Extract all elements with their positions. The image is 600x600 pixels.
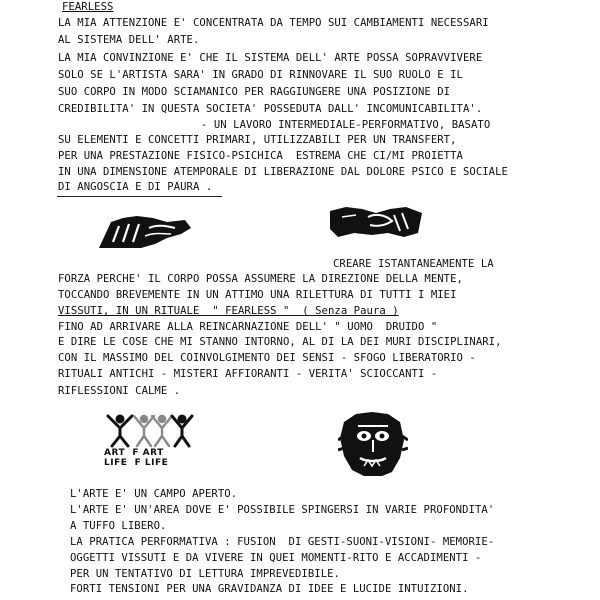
para3-line-3: A TUFFO LIBERO. — [70, 520, 167, 532]
para3-line-7: FORTI TENSIONI PER UNA GRAVIDANZA DI IDEE E LUCIDE INTUIZIONI. — [70, 583, 469, 595]
art-for-life-logo-icon — [104, 414, 200, 468]
para1-line-9: PER UNA PRESTAZIONE FISICO-PSICHICA ESTREMA CHE CI/MI PROIETTA — [58, 150, 463, 162]
para2-line-1: CREARE ISTANTANEAMENTE LA — [333, 258, 494, 270]
para1-line-11: DI ANGOSCIA E DI PAURA . — [58, 181, 213, 193]
hand-right-icon — [328, 203, 424, 241]
para2-line-2: FORZA PERCHE' IL CORPO POSSA ASSUMERE LA DIREZIONE DELLA MENTE, — [58, 273, 463, 285]
para2-line-6: E DIRE LE COSE CHE MI STANNO INTORNO, AL DI LA DEI MURI DISCIPLINARI, — [58, 336, 502, 348]
document-title: FEARLESS — [62, 1, 114, 13]
para1-line-5: SUO CORPO IN MODO SCIAMANICO PER RAGGIUNGERE UNA POSIZIONE DI — [58, 86, 451, 98]
logo-line-1: ART F ART — [104, 448, 164, 458]
para2-line-9: RIFLESSIONI CALME . — [58, 385, 181, 397]
underline-rule — [57, 196, 222, 197]
para3-line-2: L'ARTE E' UN'AREA DOVE E' POSSIBILE SPINGERSI IN VARIE PROFONDITA' — [70, 504, 495, 516]
para1-line-8: SU ELEMENTI E CONCETTI PRIMARI, UTILIZZABILI PER UN TRANSFERT, — [58, 134, 457, 146]
para1-line-6: CREDIBILITA' IN QUESTA SOCIETA' POSSEDUTA DALL' INCOMUNICABILITA'. — [58, 103, 483, 115]
para1-line-1: LA MIA ATTENZIONE E' CONCENTRATA DA TEMPO SUI CAMBIAMENTI NECESSARI — [58, 17, 489, 29]
druid-mask-icon — [338, 410, 408, 478]
logo-line-2: LIFE F LIFE — [104, 458, 169, 468]
para2-line-3: TOCCANDO BREVEMENTE IN UN ATTIMO UNA RILETTURA DI TUTTI I MIEI — [58, 289, 457, 301]
para1-line-2: AL SISTEMA DELL' ARTE. — [58, 34, 200, 46]
para1-line-3: LA MIA CONVINZIONE E' CHE IL SISTEMA DELL' ARTE POSSA SOPRAVVIVERE — [58, 52, 483, 64]
para3-line-1: L'ARTE E' UN CAMPO APERTO. — [70, 488, 238, 500]
para3-line-5: OGGETTI VISSUTI E DA VIVERE IN QUEI MOMENTI-RITO E ACCADIMENTI - — [70, 552, 482, 564]
para2-line-7: CON IL MASSIMO DEL COINVOLGIMENTO DEI SENSI - SFOGO LIBERATORIO - — [58, 352, 476, 364]
para2-line-5: FINO AD ARRIVARE ALLA REINCARNAZIONE DELL' " UOMO DRUIDO " — [58, 321, 438, 333]
para1-line-7: - UN LAVORO INTERMEDIALE-PERFORMATIVO, BASATO — [201, 119, 491, 131]
para1-line-10: IN UNA DIMENSIONE ATEMPORALE DI LIBERAZIONE DAL DOLORE PSICO E SOCIALE — [58, 166, 508, 178]
para3-line-4: LA PRATICA PERFORMATIVA : FUSION DI GESTI-SUONI-VISIONI- MEMORIE- — [70, 536, 495, 548]
para1-line-4: SOLO SE L'ARTISTA SARA' IN GRADO DI RINNOVARE IL SUO RUOLO E IL — [58, 69, 463, 81]
para2-line-4: VISSUTI, IN UN RITUALE " FEARLESS " ( Senza Paura ) — [58, 305, 399, 317]
para2-line-8: RITUALI ANTICHI - MISTERI AFFIORANTI - VERITA' SCIOCCANTI - — [58, 368, 438, 380]
hand-left-icon — [97, 212, 193, 250]
para3-line-6: PER UN TENTATIVO DI LETTURA IMPREVEDIBILE. — [70, 568, 340, 580]
